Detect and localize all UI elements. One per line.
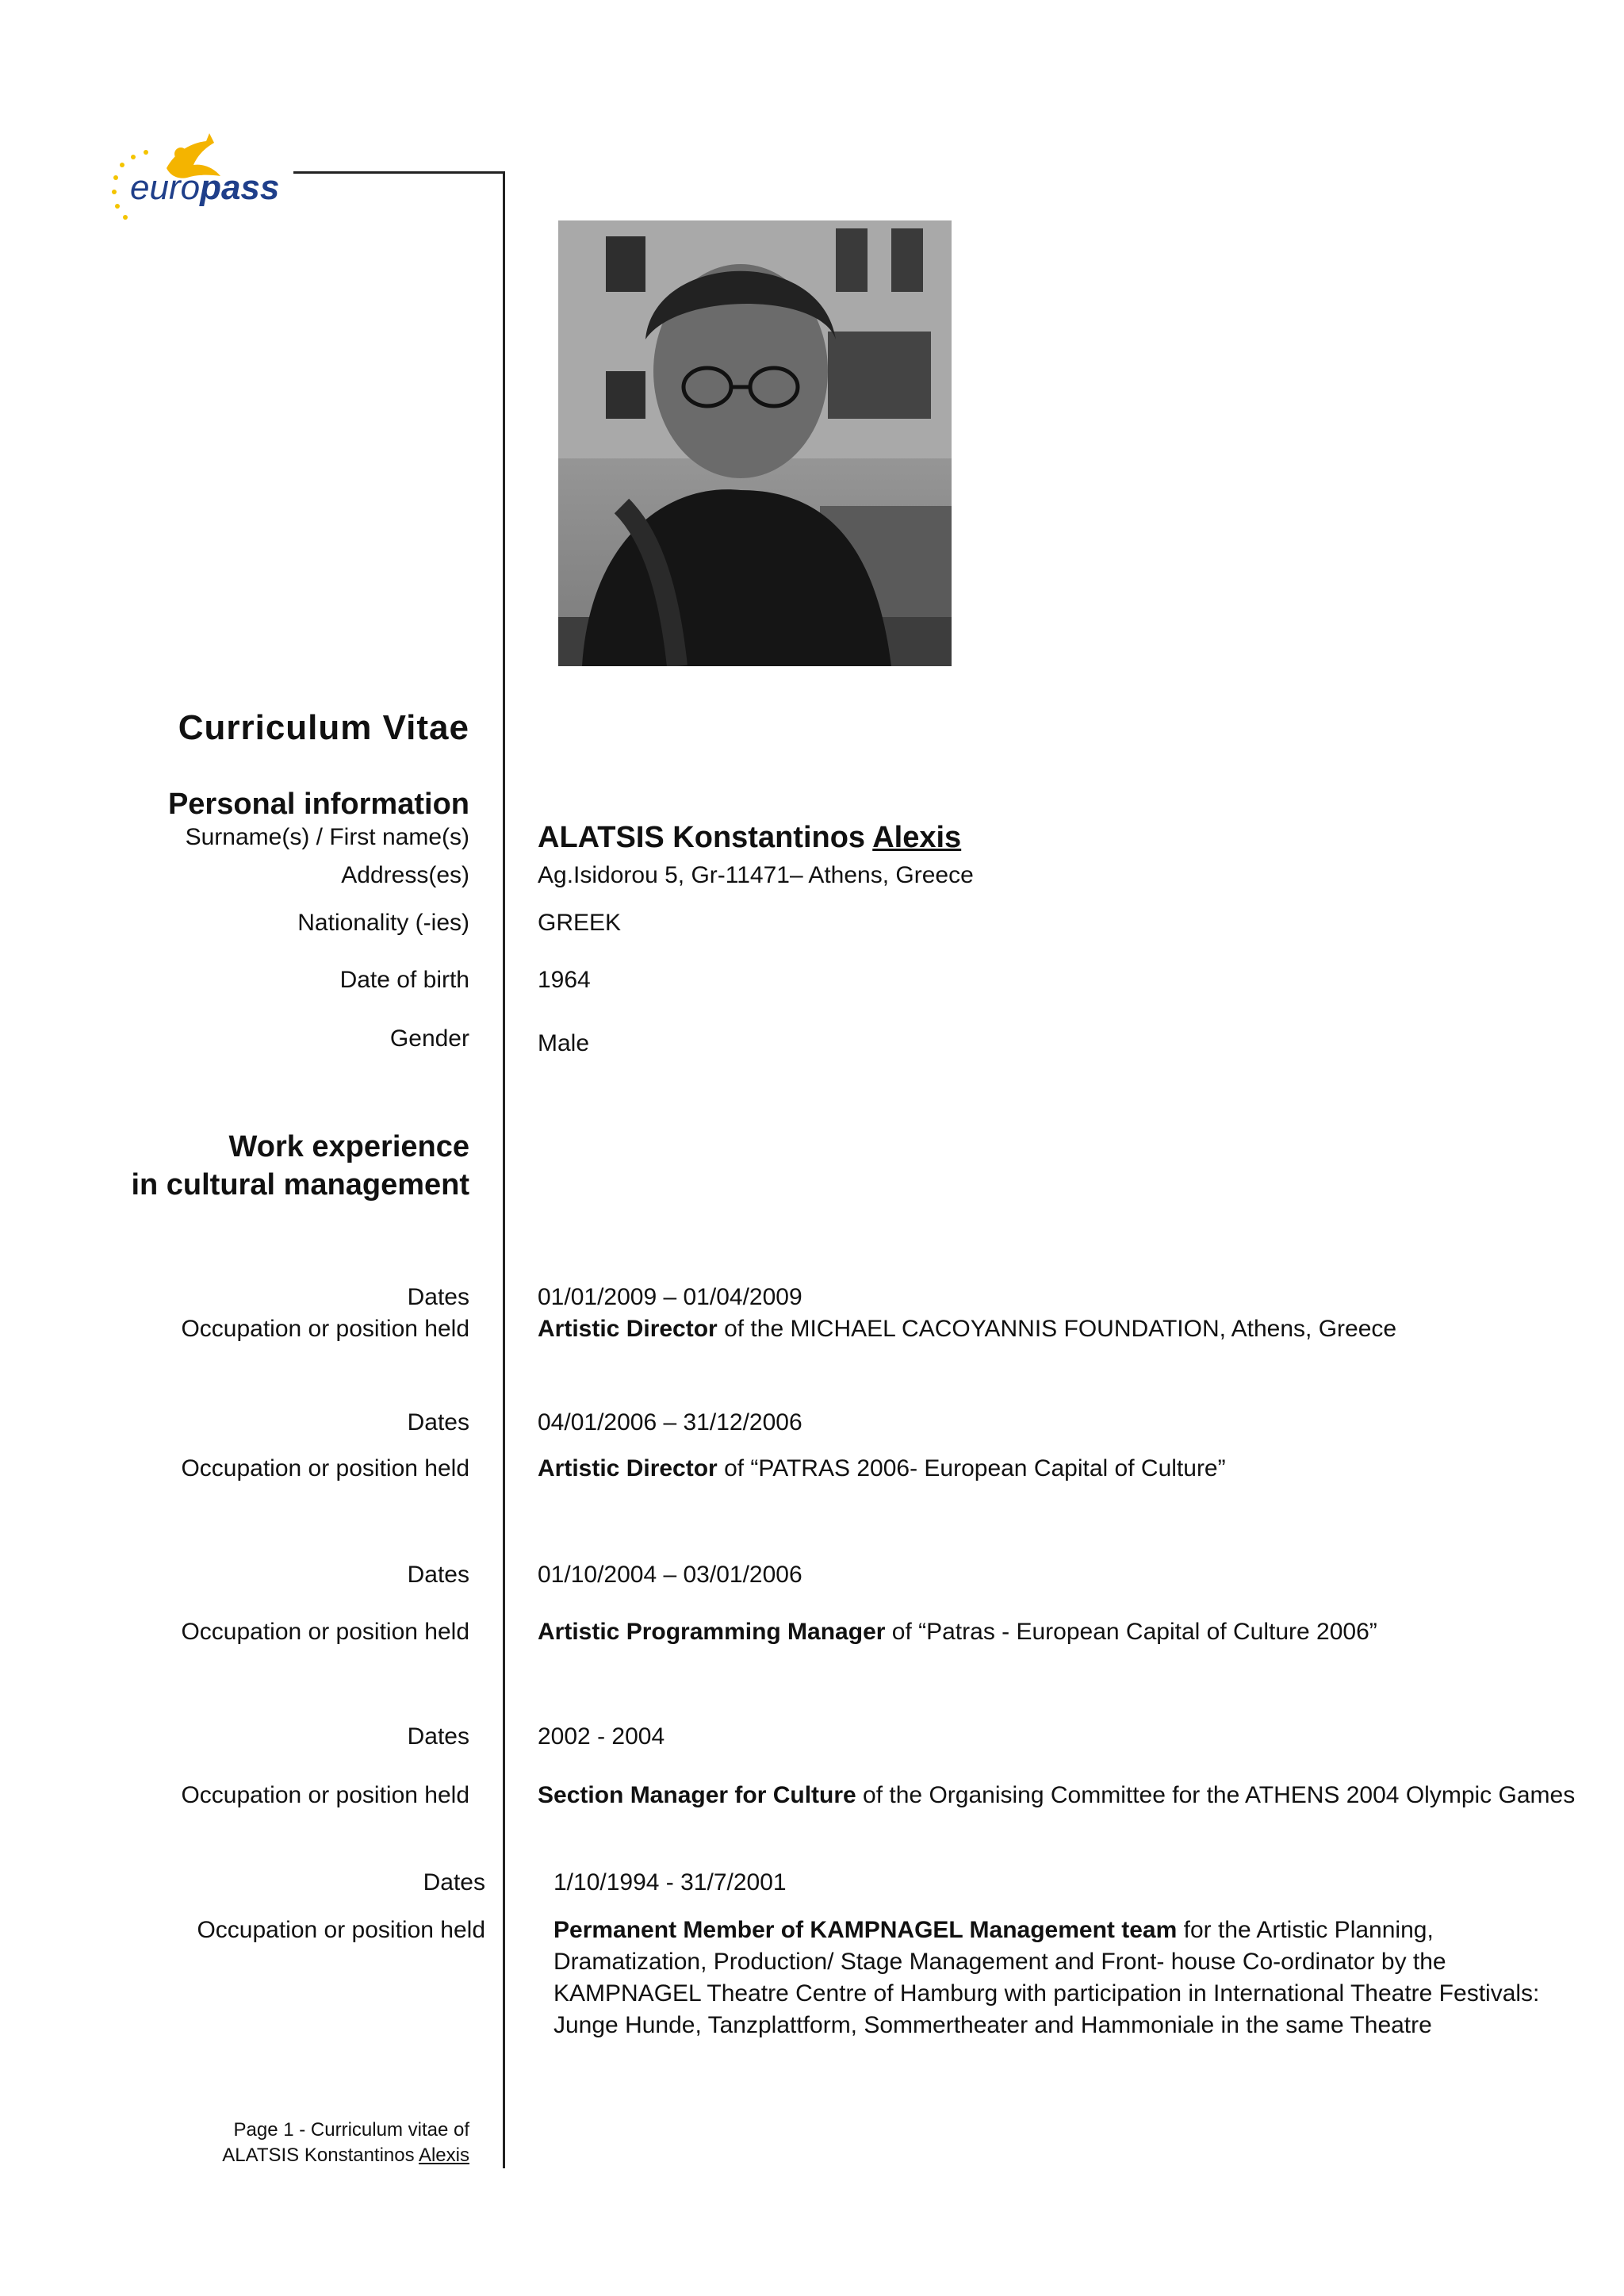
header-rule xyxy=(293,171,505,174)
dates-label: Dates xyxy=(407,1723,469,1750)
occupation-label: Occupation or position held xyxy=(181,1455,469,1481)
entry-occupation: Artistic Director of the MICHAEL CACOYANNIS FOUNDATION, Athens, Greece xyxy=(538,1316,1397,1342)
gender-value: Male xyxy=(538,1030,590,1056)
occupation-label: Occupation or position held xyxy=(197,1917,485,1943)
cv-title: Curriculum Vitae xyxy=(178,708,469,747)
column-divider xyxy=(503,171,505,2168)
entry-dates: 01/01/2009 – 01/04/2009 xyxy=(538,1284,802,1310)
entry-occupation: Permanent Member of KAMPNAGEL Management team for the Artistic Planning, Dramatization, Production/ Stage Management and Front- house Co-ordinator by the KAMPNAGEL Theatre Centre of Hamburg with participation in International Theatre Festivals: Junge Hunde, Tanzplattform, Sommertheater and Hammoniale in the same Theatre xyxy=(553,1917,1540,2038)
dates-label: Dates xyxy=(407,1562,469,1588)
entry-dates: 01/10/2004 – 03/01/2006 xyxy=(538,1562,802,1588)
occupation-label: Occupation or position held xyxy=(181,1782,469,1808)
page-footer xyxy=(222,2118,469,2168)
personal-information-heading: Personal information xyxy=(167,788,469,821)
address-value: Ag.Isidorou 5, Gr-11471– Athens, Greece xyxy=(538,862,974,888)
dob-value: 1964 xyxy=(538,967,591,993)
occupation-label: Occupation or position held xyxy=(181,1619,469,1645)
footer-line-2: ALATSIS Konstantinos Alexis xyxy=(222,2145,469,2166)
dates-label: Dates xyxy=(407,1284,469,1310)
name-label: Surname(s) / First name(s) xyxy=(185,824,469,850)
address-label: Address(es) xyxy=(341,862,469,888)
nationality-value: GREEK xyxy=(538,910,622,936)
europass-logo xyxy=(105,119,295,230)
profile-photo xyxy=(558,220,952,666)
dob-label: Date of birth xyxy=(339,967,469,993)
europass-logo-text: europass xyxy=(130,168,280,207)
footer-line-1: Page 1 - Curriculum vitae of xyxy=(233,2119,469,2141)
occupation-label: Occupation or position held xyxy=(181,1316,469,1342)
full-name: ALATSIS Konstantinos Alexis xyxy=(538,821,962,854)
dates-label: Dates xyxy=(423,1869,485,1895)
entry-occupation: Artistic Programming Manager of “Patras - European Capital of Culture 2006” xyxy=(538,1619,1377,1645)
work-experience-heading: Work experience in cultural management xyxy=(131,1130,469,1202)
entry-occupation: Artistic Director of “PATRAS 2006- European Capital of Culture” xyxy=(538,1455,1226,1481)
entry-dates: 2002 - 2004 xyxy=(538,1723,665,1750)
nationality-label: Nationality (-ies) xyxy=(297,910,469,936)
gender-label: Gender xyxy=(389,1025,469,1052)
entry-dates: 1/10/1994 - 31/7/2001 xyxy=(553,1869,787,1895)
entry-occupation: Section Manager for Culture of the Organising Committee for the ATHENS 2004 Olympic Games xyxy=(538,1782,1576,1808)
entry-dates: 04/01/2006 – 31/12/2006 xyxy=(538,1409,802,1435)
dates-label: Dates xyxy=(407,1409,469,1435)
